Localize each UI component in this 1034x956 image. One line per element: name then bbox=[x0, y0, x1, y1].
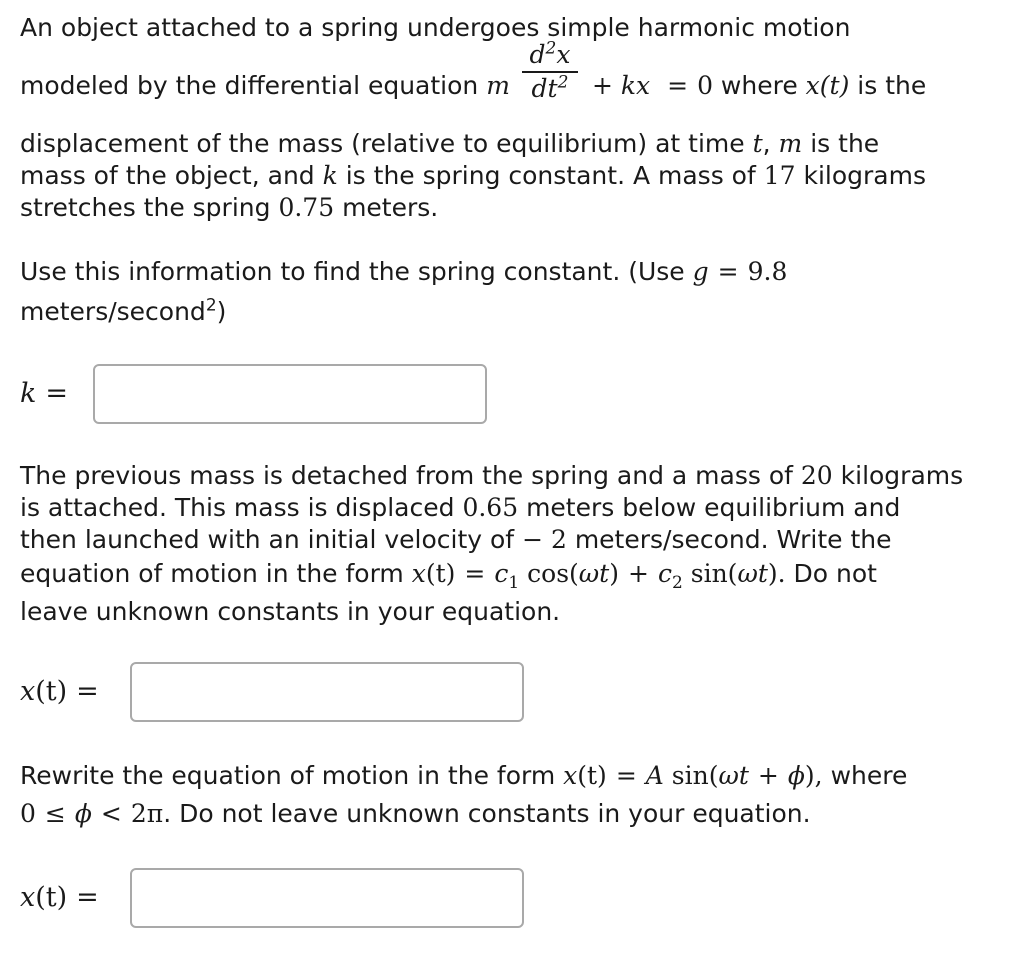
q2-form-plus: + bbox=[628, 559, 649, 588]
q2-form-c2: c bbox=[657, 559, 672, 588]
q3-text-2: . Do not leave unknown constants in your equation. bbox=[163, 799, 811, 828]
q2-line-5 bbox=[20, 596, 560, 628]
equation-mass-symbol: m bbox=[486, 71, 510, 100]
intro-text-5a: stretches the spring bbox=[20, 193, 271, 222]
intro-stretch-value: 0.75 bbox=[278, 193, 335, 222]
q1-equals: = bbox=[717, 257, 739, 286]
intro-text-5b: meters. bbox=[342, 193, 439, 222]
q2-text-do-not: Do not bbox=[793, 559, 877, 588]
intro-mass-symbol: m bbox=[778, 129, 803, 158]
q2-form-paren-2: ). bbox=[767, 559, 786, 588]
q2-form-paren-1: ) bbox=[609, 559, 619, 588]
q3-form-amplitude: A bbox=[645, 761, 664, 790]
q2-form-cos: cos( bbox=[527, 559, 579, 588]
q1-label-k: k bbox=[20, 378, 37, 409]
intro-text-4c: kilograms bbox=[803, 161, 927, 190]
q3-form-plus: + bbox=[757, 761, 779, 790]
intro-text-where: where bbox=[720, 71, 798, 100]
equation-plus: + bbox=[592, 71, 613, 100]
q1-answer-label bbox=[20, 378, 77, 409]
q1-g-value: 9.8 bbox=[747, 257, 788, 286]
q2-answer-label bbox=[20, 676, 108, 707]
intro-k-symbol: k bbox=[322, 161, 338, 190]
equation-zero: 0 bbox=[697, 71, 713, 100]
q2-line-2 bbox=[20, 492, 900, 524]
intro-line-2 bbox=[20, 70, 510, 102]
q3-form-close: ), bbox=[804, 761, 823, 790]
intro-text-4a: mass of the object, and bbox=[20, 161, 315, 190]
intro-line-1 bbox=[20, 12, 850, 44]
q1-units-exponent: 2 bbox=[205, 295, 217, 316]
intro-line-3 bbox=[20, 128, 879, 160]
intro-time-symbol: t bbox=[752, 129, 763, 158]
intro-text-1: An object attached to a spring undergoes simple harmonic motion bbox=[20, 13, 851, 42]
q1-g-symbol: g bbox=[692, 257, 709, 286]
q2-line-3 bbox=[20, 524, 892, 556]
q2-label-x: x bbox=[20, 676, 36, 707]
q3-text-where: where bbox=[830, 761, 908, 790]
spring-constant-input[interactable] bbox=[93, 364, 487, 424]
q1-line-1 bbox=[20, 256, 787, 288]
fraction-bar bbox=[522, 71, 578, 73]
intro-mass-value: 17 bbox=[763, 161, 796, 190]
q3-answer-label bbox=[20, 882, 108, 913]
q3-line-2 bbox=[20, 798, 811, 830]
q2-mass-value: 20 bbox=[800, 461, 833, 490]
fraction-denominator: dt bbox=[531, 74, 558, 103]
intro-text-3c: is the bbox=[810, 129, 880, 158]
denominator-exponent: 2 bbox=[557, 72, 569, 93]
intro-line-5 bbox=[20, 192, 438, 224]
q2-text-3b: meters/second. Write the bbox=[574, 525, 892, 554]
q2-form-wt-2: ωt bbox=[737, 559, 768, 588]
q2-text-2a: is attached. This mass is displaced bbox=[20, 493, 455, 522]
q2-velocity-value: − 2 bbox=[522, 525, 567, 554]
q3-form-x: x bbox=[563, 761, 578, 790]
q3-range-le: ≤ bbox=[44, 799, 66, 828]
q3-form-equals: = bbox=[615, 761, 637, 790]
q2-text-1b: kilograms bbox=[840, 461, 964, 490]
q2-displacement-value: 0.65 bbox=[462, 493, 519, 522]
q2-text-2b: meters below equilibrium and bbox=[526, 493, 901, 522]
q2-form-wt-1: ωt bbox=[578, 559, 610, 588]
q1-line-2 bbox=[20, 296, 226, 328]
q2-label-t: (t) bbox=[35, 676, 68, 707]
q3-label-x: x bbox=[20, 882, 36, 913]
q1-close-paren: ) bbox=[216, 297, 227, 326]
intro-text-4b: is the spring constant. A mass of bbox=[345, 161, 756, 190]
intro-text-2: modeled by the differential equation bbox=[20, 71, 479, 100]
q3-text-1a: Rewrite the equation of motion in the form bbox=[20, 761, 556, 790]
q1-text: Use this information to find the spring constant. (Use bbox=[20, 257, 685, 286]
q2-label-equals: = bbox=[76, 676, 99, 707]
q3-form-sin: sin( bbox=[671, 761, 719, 790]
q2-line-1 bbox=[20, 460, 963, 492]
amplitude-phase-form-input[interactable] bbox=[130, 868, 524, 928]
q2-form-x: x bbox=[411, 559, 426, 588]
q2-text-3a: then launched with an initial velocity of bbox=[20, 525, 515, 554]
q2-text-1a: The previous mass is detached from the spring and a mass of bbox=[20, 461, 793, 490]
equation-kx: kx bbox=[620, 71, 651, 100]
q2-text-5: leave unknown constants in your equation. bbox=[20, 597, 561, 626]
fraction-numerator-x: x bbox=[556, 40, 571, 69]
intro-text-is-the: is the bbox=[857, 71, 927, 100]
q3-line-1 bbox=[20, 760, 907, 792]
q2-form-t: (t) bbox=[425, 559, 456, 588]
q2-form-c1-sub: 1 bbox=[508, 573, 520, 593]
q1-units: meters/second bbox=[20, 297, 206, 326]
equation-equals: = bbox=[667, 71, 689, 100]
intro-line-4 bbox=[20, 160, 926, 192]
q3-form-t: (t) bbox=[577, 761, 607, 790]
numerator-exponent: 2 bbox=[545, 38, 557, 59]
q2-line-4 bbox=[20, 558, 877, 593]
intro-text-3a: displacement of the mass (relative to equilibrium) at time bbox=[20, 129, 745, 158]
intro-comma: , bbox=[762, 129, 771, 158]
q2-form-equals: = bbox=[464, 559, 486, 588]
q3-label-equals: = bbox=[76, 882, 99, 913]
q3-range-zero: 0 bbox=[20, 799, 36, 828]
q2-text-4a: equation of motion in the form bbox=[20, 559, 404, 588]
q3-range-lt: < bbox=[100, 799, 122, 828]
q3-form-wt: ωt bbox=[718, 761, 749, 790]
q3-range-2pi: 2π bbox=[130, 799, 164, 828]
q3-label-t: (t) bbox=[35, 882, 68, 913]
fraction-numerator-d: d bbox=[529, 40, 546, 69]
q1-label-equals: = bbox=[45, 378, 68, 409]
intro-xt: x(t) bbox=[805, 71, 850, 100]
second-derivative-fraction bbox=[522, 40, 578, 104]
equation-of-motion-input[interactable] bbox=[130, 662, 524, 722]
q3-range-phi: ϕ bbox=[74, 799, 92, 828]
q2-form-c2-sub: 2 bbox=[671, 573, 683, 593]
q3-form-phi: ϕ bbox=[787, 761, 805, 790]
q2-form-sin: sin( bbox=[690, 559, 738, 588]
intro-line-2-rest bbox=[592, 70, 926, 102]
q2-form-c1: c bbox=[494, 559, 509, 588]
